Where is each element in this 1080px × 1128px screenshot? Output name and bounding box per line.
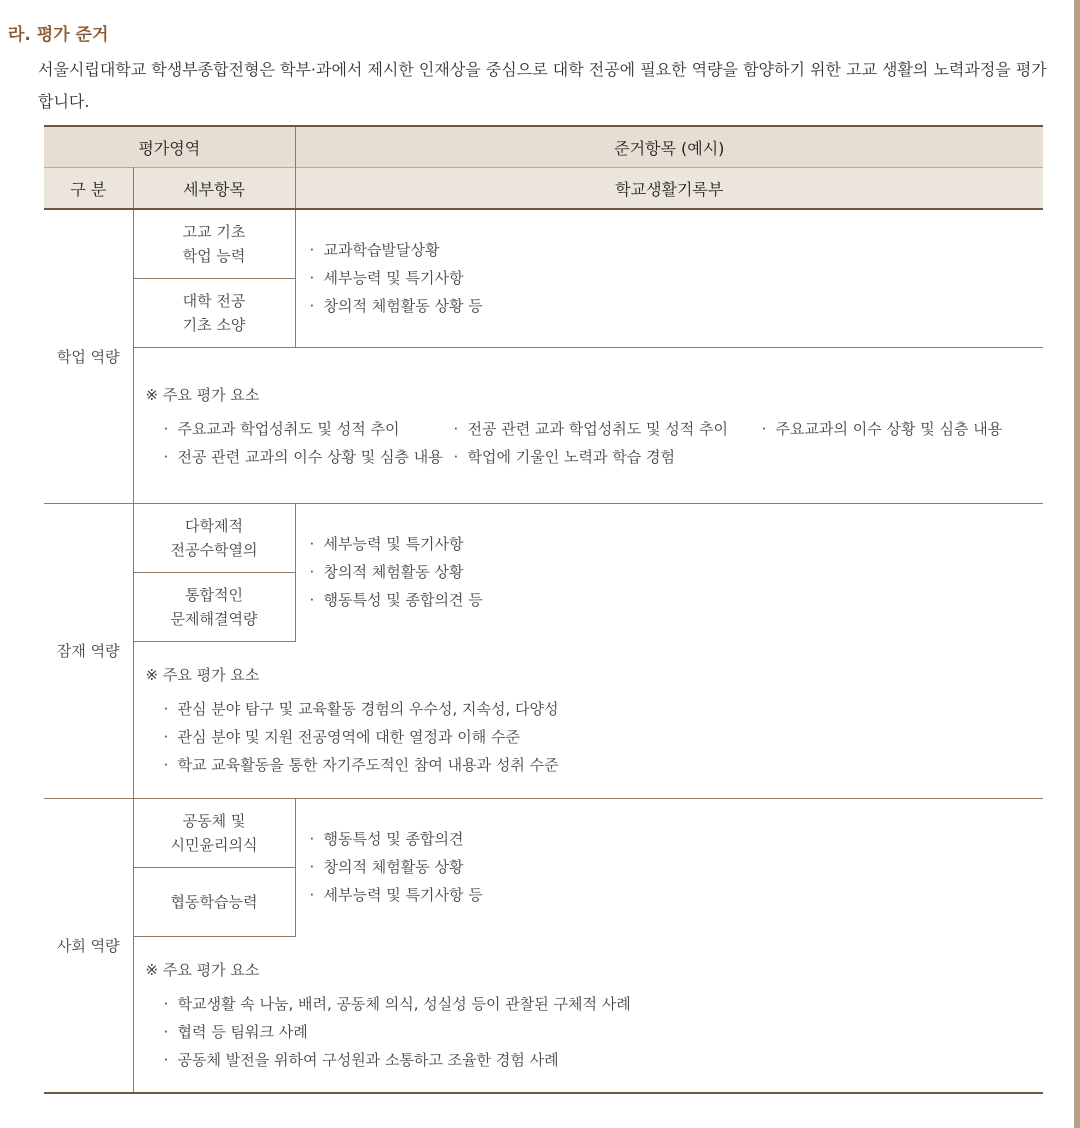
section-title: 라. 평가 준거 bbox=[8, 25, 109, 45]
element-text: 관심 분야 탐구 및 교육활동 경험의 우수성, 지속성, 다양성 bbox=[177, 700, 559, 718]
header-category: 구 분 bbox=[44, 168, 133, 210]
bullet-icon: · bbox=[163, 1050, 169, 1069]
item-text: 세부능력 및 특기사항 등 bbox=[323, 886, 483, 905]
table-row bbox=[44, 503, 1043, 572]
list-item bbox=[310, 881, 1044, 909]
list-item bbox=[310, 558, 1044, 586]
bullet-icon: · bbox=[761, 419, 767, 438]
record-items bbox=[295, 798, 1043, 936]
subitem-cell bbox=[133, 209, 295, 278]
list-item bbox=[310, 586, 1044, 614]
subitem-cell bbox=[133, 867, 295, 936]
evaluation-criteria-table bbox=[44, 125, 1043, 1094]
subitem-label: 문제해결역량 bbox=[170, 609, 258, 628]
item-text: 행동특성 및 종합의견 등 bbox=[323, 591, 483, 610]
element-text: 주요교과 학업성취도 및 성적 추이 bbox=[177, 419, 400, 438]
list-item bbox=[310, 825, 1044, 853]
table-row bbox=[44, 641, 1043, 798]
element-text: 협력 등 팀워크 사례 bbox=[177, 1022, 308, 1041]
item-text: 교과학습발달상황 bbox=[323, 241, 440, 260]
element-text: 학업에 기울인 노력과 학습 경험 bbox=[467, 447, 675, 466]
bullet-icon: · bbox=[163, 994, 169, 1013]
table-header-row-2 bbox=[44, 168, 1043, 210]
subitem-cell bbox=[133, 572, 295, 641]
bullet-icon: · bbox=[309, 535, 315, 554]
list-item bbox=[146, 751, 1044, 779]
subitem-label: 학업 능력 bbox=[182, 246, 246, 265]
bullet-icon: · bbox=[163, 419, 169, 438]
item-text: 창의적 체험활동 상황 bbox=[323, 563, 464, 582]
element-text: 주요교과의 이수 상황 및 심층 내용 bbox=[775, 419, 1003, 438]
bullet-icon: · bbox=[163, 1022, 169, 1041]
bullet-icon: · bbox=[163, 728, 169, 746]
subitem-label: 다학제적 bbox=[185, 516, 243, 535]
bullet-icon: · bbox=[163, 700, 169, 718]
subitem-label: 통합적인 bbox=[185, 585, 243, 604]
intro-paragraph: 서울시립대학교 학생부종합전형은 학부·과에서 제시한 인재상을 중심으로 대학 전공에 필요한 역량을 함양하기 위한 고교 생활의 노력과정을 평가합니다. bbox=[38, 60, 1047, 111]
element-text: 전공 관련 교과 학업성취도 및 성적 추이 bbox=[467, 419, 728, 438]
key-elements bbox=[133, 347, 1043, 503]
list-item bbox=[146, 443, 1044, 471]
list-item bbox=[146, 990, 1044, 1018]
item-text: 세부능력 및 특기사항 bbox=[323, 269, 464, 288]
list-item bbox=[310, 292, 1044, 320]
category-potential: 잠재 역량 bbox=[44, 503, 133, 798]
table-row bbox=[44, 347, 1043, 503]
list-item bbox=[146, 723, 1044, 751]
list-item bbox=[310, 236, 1044, 264]
bullet-icon: · bbox=[309, 241, 315, 260]
element-text: 관심 분야 및 지원 전공영역에 대한 열정과 이해 수준 bbox=[177, 728, 520, 746]
bullet-icon: · bbox=[309, 269, 315, 288]
subitem-cell bbox=[133, 503, 295, 572]
subitem-label: 협동학습능력 bbox=[170, 892, 258, 911]
element-text: 학교생활 속 나눔, 배려, 공동체 의식, 성실성 등이 관찰된 구체적 사례 bbox=[177, 994, 631, 1013]
item-text: 행동특성 및 종합의견 bbox=[323, 830, 464, 849]
list-item bbox=[310, 853, 1044, 881]
element-text: 전공 관련 교과의 이수 상황 및 심층 내용 bbox=[177, 447, 443, 466]
subitem-label: 공동체 및 bbox=[182, 811, 246, 830]
subitem-label: 대학 전공 bbox=[182, 291, 246, 310]
subitem-label: 고교 기초 bbox=[182, 222, 246, 241]
bullet-icon: · bbox=[309, 297, 315, 316]
header-subitem: 세부항목 bbox=[133, 168, 295, 210]
table-row bbox=[44, 209, 1043, 278]
bullet-icon: · bbox=[163, 447, 169, 466]
subitem-cell bbox=[133, 798, 295, 867]
bullet-icon: · bbox=[163, 756, 169, 774]
key-elements bbox=[133, 936, 1043, 1093]
header-evaluation-area: 평가영역 bbox=[44, 126, 295, 168]
bullet-icon: · bbox=[309, 563, 315, 582]
list-item bbox=[146, 1018, 1044, 1046]
subitem-cell bbox=[133, 278, 295, 347]
list-item bbox=[146, 695, 1044, 723]
bullet-icon: · bbox=[309, 886, 315, 905]
bullet-icon: · bbox=[453, 419, 459, 438]
key-elements-title: ※ 주요 평가 요소 bbox=[145, 960, 260, 979]
record-items bbox=[295, 209, 1043, 347]
bullet-icon: · bbox=[309, 858, 315, 877]
list-item bbox=[310, 264, 1044, 292]
page-edge-bar bbox=[1074, 0, 1080, 1128]
item-text: 세부능력 및 특기사항 bbox=[323, 535, 464, 554]
subitem-label: 시민윤리의식 bbox=[170, 835, 258, 854]
bullet-icon: · bbox=[309, 830, 315, 849]
subitem-label: 기초 소양 bbox=[182, 315, 246, 334]
table-row bbox=[44, 936, 1043, 1093]
list-item bbox=[146, 1046, 1044, 1074]
list-item bbox=[146, 415, 1044, 443]
category-academic: 학업 역량 bbox=[44, 209, 133, 503]
item-text: 창의적 체험활동 상황 등 bbox=[323, 297, 483, 316]
table-header-row-1 bbox=[44, 126, 1043, 168]
item-text: 창의적 체험활동 상황 bbox=[323, 858, 464, 877]
element-text: 공동체 발전을 위하여 구성원과 소통하고 조율한 경험 사례 bbox=[177, 1050, 559, 1069]
key-elements bbox=[133, 641, 1043, 798]
bullet-icon: · bbox=[309, 591, 315, 610]
key-elements-title: ※ 주요 평가 요소 bbox=[145, 666, 260, 684]
header-criteria-items: 준거항목 (예시) bbox=[295, 126, 1043, 168]
subitem-label: 전공수학열의 bbox=[170, 540, 258, 559]
list-item bbox=[310, 530, 1044, 558]
record-items bbox=[295, 503, 1043, 641]
category-social: 사회 역량 bbox=[44, 798, 133, 1093]
table-row bbox=[44, 798, 1043, 867]
key-elements-title: ※ 주요 평가 요소 bbox=[145, 385, 260, 404]
bullet-icon: · bbox=[453, 447, 459, 466]
header-school-record: 학교생활기록부 bbox=[295, 168, 1043, 210]
element-text: 학교 교육활동을 통한 자기주도적인 참여 내용과 성취 수준 bbox=[177, 756, 559, 774]
